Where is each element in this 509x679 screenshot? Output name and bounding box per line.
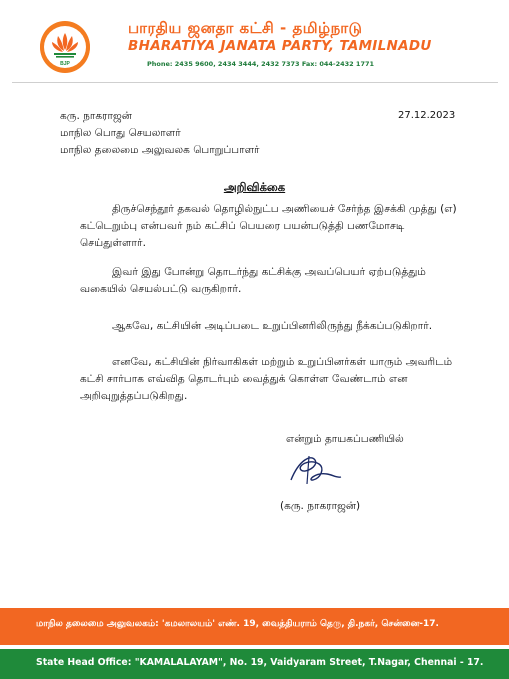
contact-phone: Phone: 2435 9600, 2434 3444, 2432 7373 Fax: 044-2432 1771 [147, 60, 375, 68]
party-name-english: BHARATIYA JANATA PARTY, TAMILNADU [128, 38, 432, 54]
header-divider [12, 82, 498, 83]
footer-english-address: State Head Office: "KAMALALAYAM", No. 19, Vaidyaram Street, T.Nagar, Chennai - 17. [36, 657, 484, 668]
letter-date: 27.12.2023 [398, 110, 456, 121]
signatory-name: (கரு. நாகராஜன்) [280, 500, 361, 512]
notice-title: அறிவிக்கை [223, 180, 286, 194]
notice-paragraph-2 [80, 264, 470, 298]
paragraph-3-text: ஆகவே, கட்சியின் அடிப்படை உறுப்பினரிலிருந்து நீக்கப்படுகிறார். [112, 320, 433, 332]
footer-tamil-address: மாநில தலைமை அலுவலகம்: 'கமலாலயம்' எண். 19, வைத்தியராம் தெரு, தி.நகர், சென்னை-17. [36, 619, 439, 629]
lotus-logo-icon [40, 21, 90, 73]
sender-designation-2: மாநில தலைமை அலுவலக பொறுப்பாளர் [60, 144, 260, 156]
paragraph-4-text: எனவே, கட்சியின் நிர்வாகிகள் மற்றும் உறுப்பினர்கள் யாரும் அவரிடம் கட்சி சார்பாக எவ்வித தொடர்பும் வைத்துக் கொள்ள வேண்டாம் என அறிவுறுத்தப்படுகிறது. [80, 356, 453, 402]
sender-designation-1: மாநில பொது செயலாளர் [60, 127, 181, 139]
footer-english-bar [0, 649, 509, 679]
notice-paragraph-4 [80, 354, 470, 405]
sender-name: கரு. நாகராஜன் [60, 110, 132, 122]
handwritten-signature [285, 450, 345, 492]
closing-salutation: என்றும் தாயகப்பணியில் [286, 433, 404, 445]
notice-paragraph-3 [80, 318, 470, 335]
footer-tamil-bar [0, 608, 509, 645]
svg-text:BJP: BJP [60, 61, 70, 67]
party-name-tamil: பாரதிய ஜனதா கட்சி - தமிழ்நாடு [128, 19, 363, 37]
paragraph-2-text: இவர் இது போன்று தொடர்ந்து கட்சிக்கு அவப்பெயர் ஏற்படுத்தும் வகையில் செயல்பட்டு வருகிறார். [80, 266, 426, 295]
notice-paragraph-1 [80, 201, 472, 252]
paragraph-1-text: திருச்செந்தூர் தகவல் தொழில்நுட்ப அணியைச் சேர்ந்த இசக்கி முத்து (எ) கட்டெறும்பு என்பவர் நம் கட்சிப் பெயரை பயன்படுத்தி பணமோசடி செய்துள்ளார். [80, 203, 457, 249]
